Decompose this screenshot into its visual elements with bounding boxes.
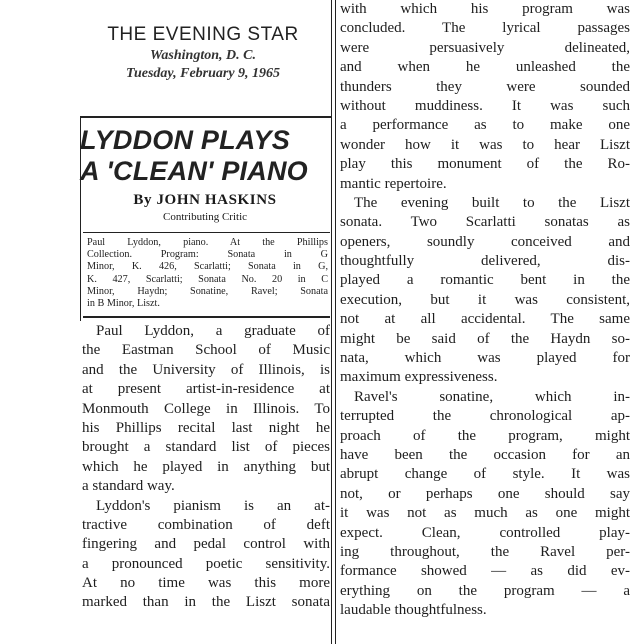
article-line: sonata. Two Scarlatti sonatas as xyxy=(340,214,630,231)
article-line: erything on the program — a xyxy=(340,582,630,599)
article-line: At no time was this more xyxy=(82,575,330,592)
article-line: Lyddon's pianism is an at- xyxy=(96,497,330,514)
article-line: it was not as much as one might xyxy=(340,505,630,522)
column-rule-right xyxy=(335,0,336,644)
article-line: expect. Clean, controlled play- xyxy=(340,524,630,541)
article-line: maximum expressiveness. xyxy=(340,369,498,386)
article-line: Monmouth College in Illinois. To xyxy=(82,400,330,417)
article-line: his Phillips recital last night he xyxy=(82,419,330,436)
article-line: not, or perhaps one should say xyxy=(340,485,630,502)
article-line: at present artist-in-residence at xyxy=(82,381,330,398)
article-line: Paul Lyddon, a graduate of xyxy=(96,323,330,339)
article-line: not at all accidental. The same xyxy=(340,311,630,328)
article-line: might be said of the Haydn so- xyxy=(340,330,630,347)
article-line: marked than in the Liszt sonata xyxy=(82,594,330,611)
article-line: without muddiness. It was such xyxy=(340,97,630,114)
article-line: fingering and pedal control with xyxy=(82,536,330,553)
article-line: a pronounced poetic sensitivity. xyxy=(82,555,330,572)
article-line: and when he unleashed the xyxy=(340,59,630,76)
article-line: ing throughout, the Ravel per- xyxy=(340,543,630,560)
article-line: play this monument of the Ro- xyxy=(340,156,630,173)
article-line: The evening built to the Liszt xyxy=(354,194,630,211)
masthead-title: THE EVENING STAR xyxy=(107,24,299,45)
headline-rule-top xyxy=(80,116,331,118)
article-column-2 xyxy=(340,0,630,621)
article-line: with which his program was xyxy=(340,1,630,17)
byline-role: Contributing Critic xyxy=(162,211,248,223)
program-rule-top xyxy=(83,232,330,233)
article-line: brought a standard list of pieces xyxy=(82,439,330,456)
program-line: K. 427, Scarlatti; Sonata No. 20 in C xyxy=(87,273,328,285)
article-line: a standard way. xyxy=(82,478,175,495)
byline-author: By JOHN HASKINS xyxy=(133,192,277,208)
article-column-1 xyxy=(82,322,330,613)
article-line: formance showed — as did ev- xyxy=(340,563,630,580)
article-line: terrupted the chronological ap- xyxy=(340,408,630,425)
article-line: laudable thoughtfulness. xyxy=(340,602,487,619)
article-line: mantic repertoire. xyxy=(340,175,447,192)
article-line: have been the occasion for an xyxy=(340,447,630,464)
program-line: Minor, Haydn; Sonatine, Ravel; Sonata xyxy=(87,285,328,297)
article-line: abrupt change of style. It was xyxy=(340,466,630,483)
program-line: Collection. Program: Sonata in G xyxy=(87,249,328,261)
article-line: nata, which was played for xyxy=(340,350,630,367)
byline xyxy=(80,192,330,223)
article-line: a performance as to make one xyxy=(340,117,630,134)
article-line: tractive combination of deft xyxy=(82,516,330,533)
column-rule-left xyxy=(331,0,332,644)
article-line: thoughtfully delivered, dis- xyxy=(340,253,630,270)
program-line: Minor, K. 426, Scarlatti; Sonata in G, xyxy=(87,261,328,273)
program-line: in B Minor, Liszt. xyxy=(87,297,160,309)
article-line: and the University of Illinois, is xyxy=(82,361,330,378)
article-line: proach of the program, might xyxy=(340,427,630,444)
masthead-date: Tuesday, February 9, 1965 xyxy=(125,66,281,81)
article-line: were persuasively delineated, xyxy=(340,39,630,56)
article-line: which he played in anything but xyxy=(82,458,330,475)
article-line: wonder how it was to hear Liszt xyxy=(340,136,630,153)
article-line: concluded. The lyrical passages xyxy=(340,20,630,37)
article-line: execution, but it was consistent, xyxy=(340,291,630,308)
article-line: Ravel's sonatine, which in- xyxy=(354,388,630,405)
program-rule-bottom xyxy=(83,316,330,318)
article-line: the Eastman School of Music xyxy=(82,342,330,359)
article-line: thunders they were sounded xyxy=(340,78,630,95)
article-line: openers, soundly conceived and xyxy=(340,233,630,250)
program-listing xyxy=(87,237,328,310)
headline xyxy=(80,125,330,187)
article-line: played a romantic bent in the xyxy=(340,272,630,289)
headline-line-2: A 'CLEAN' PIANO xyxy=(80,156,308,186)
masthead xyxy=(78,24,328,82)
program-line: Paul Lyddon, piano. At the Phillips xyxy=(87,237,328,248)
headline-line-1: LYDDON PLAYS xyxy=(80,125,290,155)
masthead-place: Washington, D. C. xyxy=(150,48,256,63)
